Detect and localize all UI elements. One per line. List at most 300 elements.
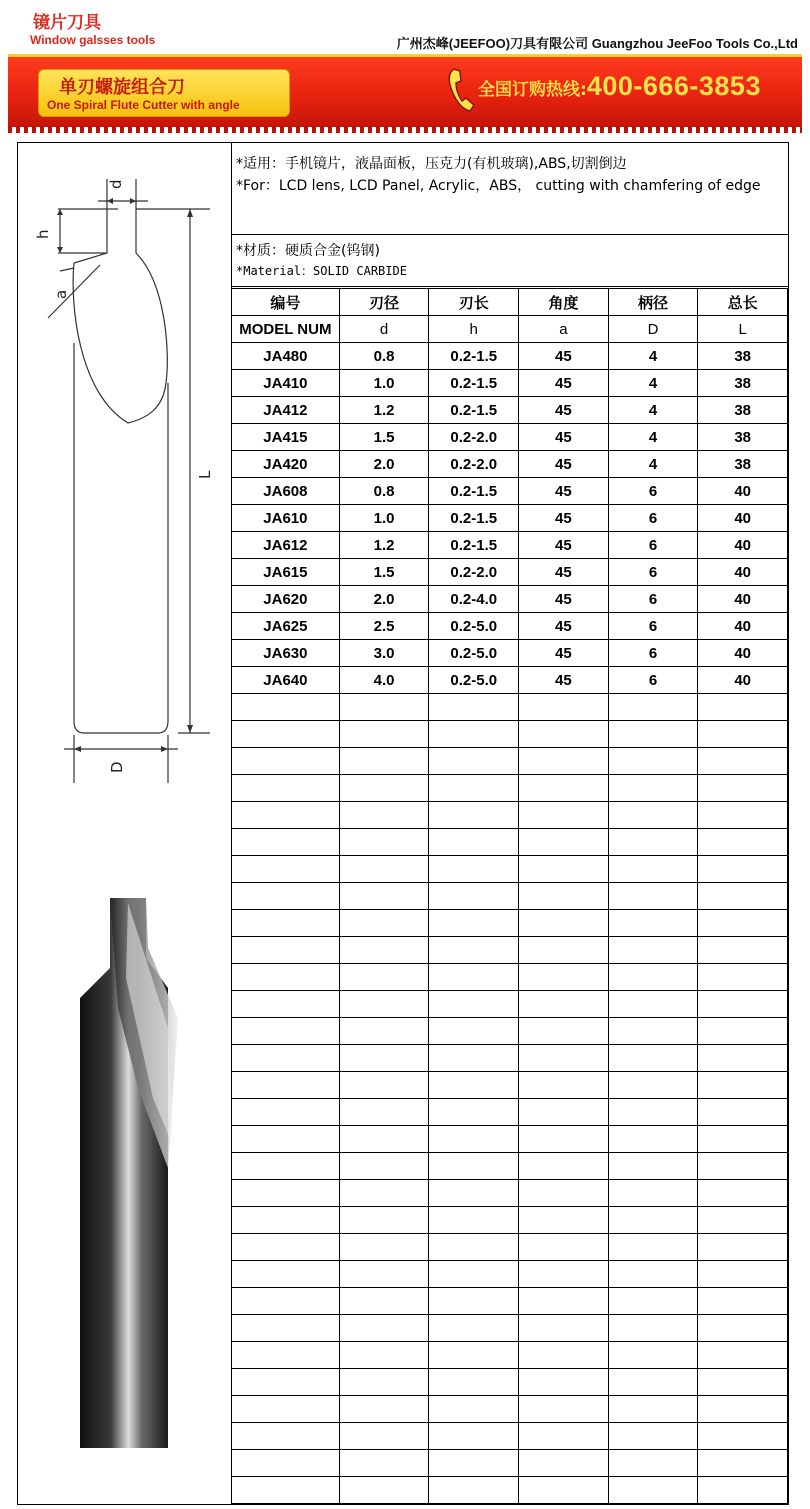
table-row-cell: 4: [608, 370, 698, 397]
empty-row: [232, 856, 788, 883]
empty-row-cell: [698, 1396, 788, 1423]
table-row: [232, 640, 788, 667]
empty-row-cell: [608, 1180, 698, 1207]
empty-row-cell: [519, 1450, 609, 1477]
empty-row-cell: [608, 1018, 698, 1045]
empty-row-cell: [519, 1072, 609, 1099]
table-row-cell: 4: [608, 343, 698, 370]
table-row: [232, 370, 788, 397]
table-row: [232, 478, 788, 505]
table-row-cell: 40: [698, 613, 788, 640]
empty-row-cell: [339, 883, 429, 910]
table-header-cn: [232, 289, 788, 316]
empty-row-cell: [232, 1450, 340, 1477]
table-row-cell: 0.2-5.0: [429, 613, 519, 640]
table-row: [232, 559, 788, 586]
table-header-en-cell: L: [698, 316, 788, 343]
empty-row: [232, 1045, 788, 1072]
table-row-cell: 2.5: [339, 613, 429, 640]
empty-row-cell: [519, 1261, 609, 1288]
specification-table: [231, 288, 788, 1504]
empty-row-cell: [232, 1315, 340, 1342]
empty-row-cell: [232, 1018, 340, 1045]
empty-row-cell: [519, 1207, 609, 1234]
dim-h-label: h: [34, 229, 52, 239]
empty-row-cell: [519, 856, 609, 883]
empty-row-cell: [232, 964, 340, 991]
empty-row: [232, 1261, 788, 1288]
table-row-cell: 0.2-1.5: [429, 370, 519, 397]
empty-row-cell: [698, 1288, 788, 1315]
empty-row: [232, 1153, 788, 1180]
empty-row-cell: [339, 1207, 429, 1234]
empty-row: [232, 802, 788, 829]
empty-row-cell: [339, 775, 429, 802]
empty-row-cell: [519, 829, 609, 856]
empty-row: [232, 721, 788, 748]
table-row-cell: 0.2-1.5: [429, 505, 519, 532]
empty-row-cell: [608, 802, 698, 829]
table-row-cell: 40: [698, 559, 788, 586]
empty-row-cell: [429, 1180, 519, 1207]
table-row-cell: 0.2-5.0: [429, 640, 519, 667]
table-row-cell: 2.0: [339, 451, 429, 478]
empty-row: [232, 748, 788, 775]
table-row-cell: JA410: [232, 370, 340, 397]
material-cn: *材质：硬质合金(钨钢): [236, 243, 380, 259]
empty-row-cell: [232, 1396, 340, 1423]
table-header-cn-cell: 刃径: [339, 289, 429, 316]
table-row-cell: 45: [519, 532, 609, 559]
application-info: [232, 143, 789, 235]
empty-row-cell: [608, 1477, 698, 1504]
table-row-cell: 1.0: [339, 370, 429, 397]
hotline: [478, 71, 761, 102]
empty-row-cell: [339, 748, 429, 775]
table-row: [232, 451, 788, 478]
table-row-cell: 6: [608, 586, 698, 613]
empty-row-cell: [339, 1234, 429, 1261]
table-row-cell: 45: [519, 424, 609, 451]
table-row-cell: 0.2-2.0: [429, 424, 519, 451]
empty-row-cell: [519, 1018, 609, 1045]
empty-row-cell: [429, 910, 519, 937]
empty-row: [232, 1018, 788, 1045]
empty-row-cell: [232, 1234, 340, 1261]
table-row-cell: JA630: [232, 640, 340, 667]
empty-row: [232, 1288, 788, 1315]
table-row: [232, 343, 788, 370]
table-row-cell: JA480: [232, 343, 340, 370]
table-header-en-cell: d: [339, 316, 429, 343]
empty-row-cell: [429, 1261, 519, 1288]
table-row-cell: 0.8: [339, 478, 429, 505]
table-row-cell: 45: [519, 343, 609, 370]
empty-row-cell: [608, 1072, 698, 1099]
table-row-cell: 0.2-2.0: [429, 451, 519, 478]
table-header-cn-cell: 角度: [519, 289, 609, 316]
empty-row: [232, 775, 788, 802]
empty-row-cell: [698, 856, 788, 883]
table-row: [232, 532, 788, 559]
empty-row-cell: [608, 1288, 698, 1315]
table-row-cell: JA615: [232, 559, 340, 586]
table-row-cell: 0.2-1.5: [429, 343, 519, 370]
empty-row-cell: [339, 1045, 429, 1072]
empty-row-cell: [698, 1153, 788, 1180]
empty-row-cell: [339, 829, 429, 856]
table-row-cell: 38: [698, 343, 788, 370]
spec-sheet: [17, 142, 789, 1505]
empty-row-cell: [698, 964, 788, 991]
table-header-en-cell: MODEL NUM: [232, 316, 340, 343]
table-header-en-cell: a: [519, 316, 609, 343]
empty-row: [232, 1126, 788, 1153]
table-row-cell: 4.0: [339, 667, 429, 694]
empty-row-cell: [339, 1396, 429, 1423]
empty-row: [232, 1369, 788, 1396]
empty-row-cell: [232, 1207, 340, 1234]
empty-row: [232, 1315, 788, 1342]
table-row-cell: 40: [698, 478, 788, 505]
empty-row-cell: [429, 1018, 519, 1045]
product-name-box: [38, 69, 290, 117]
table-row-cell: 4: [608, 397, 698, 424]
empty-row-cell: [698, 1045, 788, 1072]
table-row-cell: 1.2: [339, 397, 429, 424]
empty-row-cell: [339, 1153, 429, 1180]
empty-row-cell: [429, 937, 519, 964]
table-row-cell: 4: [608, 424, 698, 451]
table-row-cell: 1.0: [339, 505, 429, 532]
empty-row-cell: [429, 1207, 519, 1234]
empty-row-cell: [519, 802, 609, 829]
empty-row-cell: [339, 721, 429, 748]
empty-row-cell: [519, 1342, 609, 1369]
empty-row-cell: [429, 721, 519, 748]
empty-row-cell: [339, 1315, 429, 1342]
empty-row-cell: [698, 1369, 788, 1396]
empty-row-cell: [698, 802, 788, 829]
empty-row-cell: [429, 775, 519, 802]
product-name-cn: 单刃螺旋组合刀: [59, 77, 185, 98]
empty-row-cell: [232, 1045, 340, 1072]
empty-row-cell: [339, 1369, 429, 1396]
empty-row: [232, 1342, 788, 1369]
empty-row-cell: [698, 1342, 788, 1369]
table-row-cell: 38: [698, 424, 788, 451]
table-header-cn-cell: 总长: [698, 289, 788, 316]
table-row: [232, 613, 788, 640]
empty-row-cell: [608, 1315, 698, 1342]
empty-row-cell: [232, 1477, 340, 1504]
empty-row-cell: [698, 829, 788, 856]
table-row-cell: 45: [519, 397, 609, 424]
empty-row-cell: [608, 856, 698, 883]
dim-d-label: d: [107, 179, 125, 189]
table-row: [232, 424, 788, 451]
table-row-cell: 3.0: [339, 640, 429, 667]
empty-row-cell: [519, 1153, 609, 1180]
table-row-cell: 2.0: [339, 586, 429, 613]
table-header-cn-cell: 柄径: [608, 289, 698, 316]
empty-row-cell: [608, 1234, 698, 1261]
table-header-cn-cell: 刃长: [429, 289, 519, 316]
empty-row-cell: [429, 1369, 519, 1396]
empty-row-cell: [698, 748, 788, 775]
table-row-cell: 45: [519, 586, 609, 613]
empty-row-cell: [429, 964, 519, 991]
empty-row-cell: [608, 694, 698, 721]
table-row-cell: 6: [608, 478, 698, 505]
empty-row-cell: [519, 1369, 609, 1396]
empty-row-cell: [608, 1423, 698, 1450]
empty-row-cell: [519, 937, 609, 964]
empty-row-cell: [339, 1450, 429, 1477]
table-row-cell: 0.2-5.0: [429, 667, 519, 694]
empty-row-cell: [339, 1180, 429, 1207]
table-row-cell: 40: [698, 586, 788, 613]
empty-row-cell: [339, 1018, 429, 1045]
empty-row-cell: [339, 1126, 429, 1153]
empty-row-cell: [232, 829, 340, 856]
empty-row-cell: [429, 1342, 519, 1369]
table-header-en: [232, 316, 788, 343]
empty-row-cell: [698, 1126, 788, 1153]
empty-row-cell: [608, 1126, 698, 1153]
application-cn: *适用：手机镜片，液晶面板，压克力(有机玻璃),ABS,切割倒边: [236, 156, 627, 172]
table-row-cell: 45: [519, 640, 609, 667]
empty-row-cell: [429, 1423, 519, 1450]
table-row: [232, 667, 788, 694]
empty-row-cell: [698, 721, 788, 748]
empty-row: [232, 964, 788, 991]
empty-row-cell: [519, 1045, 609, 1072]
empty-row-cell: [698, 775, 788, 802]
empty-row-cell: [519, 1423, 609, 1450]
empty-row-cell: [232, 775, 340, 802]
empty-row-cell: [232, 1099, 340, 1126]
empty-row-cell: [698, 1450, 788, 1477]
dim-a-label: a: [52, 289, 70, 299]
empty-row-cell: [698, 1261, 788, 1288]
tool-dimension-diagram: [18, 143, 231, 823]
empty-row-cell: [232, 883, 340, 910]
empty-row-cell: [429, 1045, 519, 1072]
table-row-cell: 1.2: [339, 532, 429, 559]
empty-row-cell: [608, 964, 698, 991]
empty-row-cell: [698, 1477, 788, 1504]
table-row-cell: 40: [698, 505, 788, 532]
empty-row-cell: [519, 775, 609, 802]
empty-row: [232, 1072, 788, 1099]
table-row-cell: JA608: [232, 478, 340, 505]
empty-row-cell: [698, 1207, 788, 1234]
empty-row-cell: [429, 1477, 519, 1504]
table-row-cell: 45: [519, 505, 609, 532]
illustration-panel: [18, 143, 232, 1504]
empty-row-cell: [608, 1099, 698, 1126]
empty-row-cell: [519, 694, 609, 721]
table-row-cell: 45: [519, 667, 609, 694]
table-header-en-cell: h: [429, 316, 519, 343]
table-row-cell: 6: [608, 532, 698, 559]
empty-row: [232, 1099, 788, 1126]
empty-row-cell: [519, 748, 609, 775]
empty-row-cell: [232, 1180, 340, 1207]
hotline-number[interactable]: 400-666-3853: [586, 71, 761, 101]
empty-row-cell: [232, 910, 340, 937]
table-row-cell: 38: [698, 451, 788, 478]
table-row-cell: 6: [608, 505, 698, 532]
empty-row-cell: [698, 694, 788, 721]
empty-row-cell: [232, 1342, 340, 1369]
empty-row-cell: [232, 1288, 340, 1315]
empty-row: [232, 829, 788, 856]
empty-row-cell: [339, 964, 429, 991]
empty-row: [232, 694, 788, 721]
empty-row-cell: [232, 694, 340, 721]
table-row-cell: JA610: [232, 505, 340, 532]
application-en: *For：LCD lens, LCD Panel, Acrylic，ABS， cutting with chamfering of edge: [236, 178, 761, 194]
table-row: [232, 586, 788, 613]
table-row-cell: 0.2-4.0: [429, 586, 519, 613]
table-row-cell: 45: [519, 451, 609, 478]
empty-row-cell: [519, 721, 609, 748]
table-row-cell: 40: [698, 640, 788, 667]
empty-row-cell: [339, 1261, 429, 1288]
product-name-en: One Spiral Flute Cutter with angle: [47, 98, 240, 112]
table-row-cell: 0.2-2.0: [429, 559, 519, 586]
empty-row-cell: [232, 1369, 340, 1396]
empty-row-cell: [232, 1423, 340, 1450]
empty-row-cell: [232, 856, 340, 883]
empty-row: [232, 910, 788, 937]
empty-row-cell: [608, 829, 698, 856]
empty-row-cell: [339, 1342, 429, 1369]
empty-row-cell: [339, 1072, 429, 1099]
empty-row-cell: [232, 991, 340, 1018]
table-row-cell: JA620: [232, 586, 340, 613]
empty-row-cell: [339, 910, 429, 937]
empty-row-cell: [519, 991, 609, 1018]
banner-serration: [8, 127, 802, 133]
empty-row-cell: [519, 1099, 609, 1126]
empty-row-cell: [429, 1450, 519, 1477]
empty-row-cell: [519, 883, 609, 910]
empty-row-cell: [608, 1261, 698, 1288]
table-row-cell: 0.8: [339, 343, 429, 370]
table-row-cell: 0.2-1.5: [429, 478, 519, 505]
empty-row-cell: [519, 1477, 609, 1504]
empty-row-cell: [339, 1423, 429, 1450]
empty-row-cell: [339, 802, 429, 829]
material-en: *Material：SOLID CARBIDE: [236, 264, 407, 278]
empty-row-cell: [429, 1126, 519, 1153]
empty-row-cell: [608, 1369, 698, 1396]
empty-row: [232, 1477, 788, 1504]
empty-row-cell: [429, 1072, 519, 1099]
empty-row: [232, 1423, 788, 1450]
table-row-cell: 6: [608, 667, 698, 694]
empty-row-cell: [429, 1234, 519, 1261]
table-row-cell: 0.2-1.5: [429, 532, 519, 559]
empty-row-cell: [519, 1315, 609, 1342]
empty-row-cell: [519, 1396, 609, 1423]
table-row-cell: 6: [608, 559, 698, 586]
table-row-cell: 4: [608, 451, 698, 478]
empty-row-cell: [232, 748, 340, 775]
table-row-cell: 6: [608, 613, 698, 640]
empty-row-cell: [429, 694, 519, 721]
empty-row-cell: [429, 991, 519, 1018]
table-row-cell: 0.2-1.5: [429, 397, 519, 424]
empty-row-cell: [698, 910, 788, 937]
table-row-cell: 6: [608, 640, 698, 667]
empty-row: [232, 883, 788, 910]
empty-row-cell: [608, 1396, 698, 1423]
empty-row-cell: [429, 883, 519, 910]
page-title-en: Window galsses tools: [30, 33, 156, 47]
company-name: 广州杰峰(JEEFOO)刀具有限公司 Guangzhou JeeFoo Tools Co.,Ltd: [396, 36, 798, 51]
empty-row-cell: [608, 1450, 698, 1477]
empty-row: [232, 1396, 788, 1423]
empty-row-cell: [429, 1288, 519, 1315]
empty-row-cell: [608, 721, 698, 748]
empty-row-cell: [429, 1396, 519, 1423]
empty-row-cell: [232, 721, 340, 748]
table-row-cell: 1.5: [339, 424, 429, 451]
empty-row: [232, 991, 788, 1018]
empty-row-cell: [698, 1423, 788, 1450]
table-row: [232, 505, 788, 532]
empty-row-cell: [232, 1072, 340, 1099]
empty-row-cell: [698, 883, 788, 910]
empty-row-cell: [698, 1315, 788, 1342]
empty-row-cell: [608, 1342, 698, 1369]
empty-row-cell: [232, 937, 340, 964]
empty-row-cell: [519, 1180, 609, 1207]
empty-row-cell: [698, 1180, 788, 1207]
empty-row: [232, 1180, 788, 1207]
table-row-cell: 45: [519, 370, 609, 397]
table-row-cell: 38: [698, 397, 788, 424]
empty-row-cell: [608, 883, 698, 910]
table-row-cell: JA420: [232, 451, 340, 478]
empty-row-cell: [339, 694, 429, 721]
empty-row-cell: [429, 748, 519, 775]
hotline-label: 全国订购热线:: [478, 80, 587, 100]
table-row-cell: JA640: [232, 667, 340, 694]
empty-row-cell: [339, 991, 429, 1018]
empty-row-cell: [232, 1261, 340, 1288]
table-row-cell: 40: [698, 532, 788, 559]
dim-L-label: L: [196, 470, 214, 479]
table-header-en-cell: D: [608, 316, 698, 343]
table-row-cell: JA612: [232, 532, 340, 559]
empty-row: [232, 937, 788, 964]
cutter-photo: [18, 888, 231, 1448]
empty-row-cell: [698, 1072, 788, 1099]
page-title-cn: 镜片刀具: [33, 13, 101, 33]
dim-D-label: D: [108, 761, 126, 773]
empty-row-cell: [608, 1207, 698, 1234]
table-row-cell: 1.5: [339, 559, 429, 586]
table-row-cell: JA412: [232, 397, 340, 424]
empty-row-cell: [429, 1315, 519, 1342]
empty-row-cell: [429, 829, 519, 856]
table-row-cell: 45: [519, 478, 609, 505]
